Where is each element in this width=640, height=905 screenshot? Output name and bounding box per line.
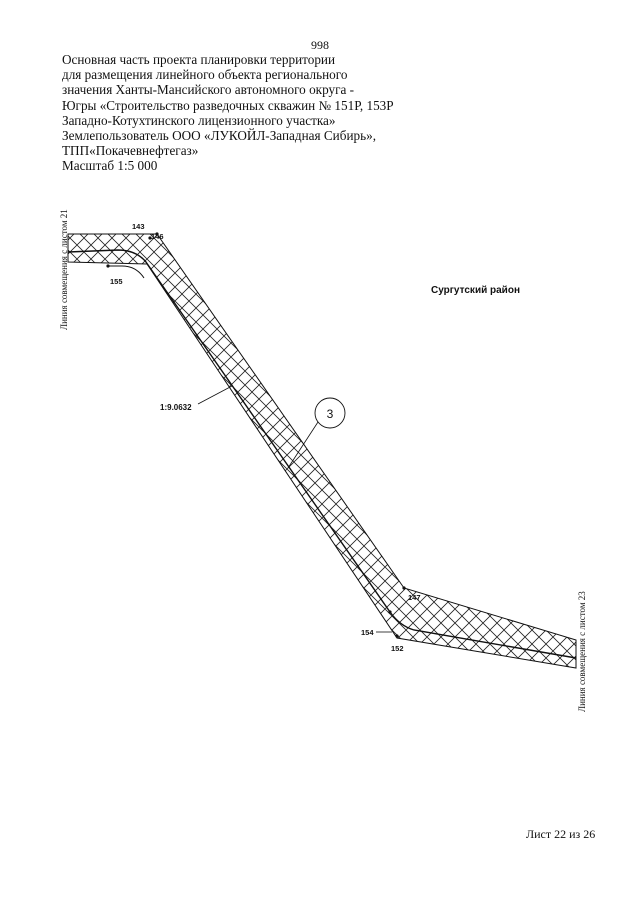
header-line: Землепользователь ООО «ЛУКОЙЛ-Западная Сибирь»,: [62, 128, 377, 144]
point-marker: [395, 634, 398, 637]
point-label: 152: [391, 644, 404, 653]
header-line: значения Ханты-Мансийского автономного округа -: [62, 82, 355, 98]
corridor-band: [68, 234, 576, 668]
point-label: 147: [408, 593, 421, 602]
sheet-number: Лист 22 из 26: [526, 827, 596, 841]
header-line: ТПП«Покачевнефтегаз»: [62, 143, 199, 159]
header-line: Основная часть проекта планировки территории: [62, 52, 336, 67]
cadastral-label: 1:9.0632: [160, 403, 192, 412]
cadastral-leader: [198, 386, 232, 404]
point-label: 155: [110, 277, 123, 286]
point-label: 146: [151, 232, 164, 241]
district-label: Сургутский район: [431, 285, 520, 296]
point-marker: [388, 610, 391, 613]
left-edge-label: Линия совмещения с листом 21: [59, 209, 69, 330]
page-number: 998: [311, 38, 329, 52]
header-line: Западно-Котухтинского лицензионного участка»: [62, 112, 336, 128]
corridor-centerline: [68, 250, 576, 658]
point-label: 143: [132, 222, 145, 231]
header-line: Югры «Строительство разведочных скважин № 151Р, 153Р: [62, 97, 394, 113]
point-label: 154: [361, 628, 374, 637]
point-marker: [402, 586, 405, 589]
scale-line: Масштаб 1:5 000: [62, 158, 158, 174]
point-marker: [106, 264, 109, 267]
header-line: для размещения линейного объекта регионального: [62, 67, 348, 83]
parcel-number: 3: [326, 407, 334, 421]
right-edge-label: Линия совмещения с листом 23: [577, 591, 587, 712]
